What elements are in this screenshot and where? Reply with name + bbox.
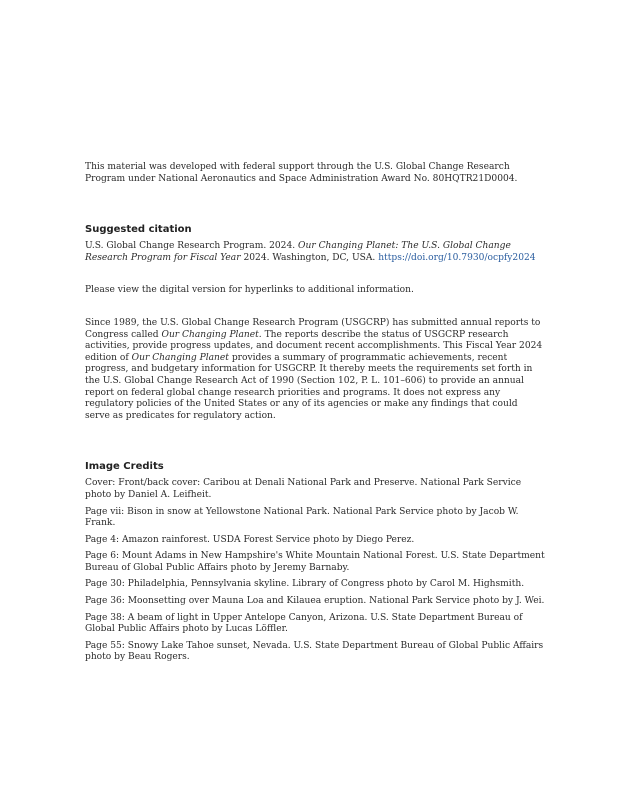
credit-item: Page vii: Bison in snow at Yellowstone National Park. National Park Service photo by Jacob W. Frank. <box>85 506 519 529</box>
citation-heading: Suggested citation <box>85 224 192 236</box>
citation-title: Our Changing Planet: The U.S. Global Change Research Program for Fiscal Year <box>85 241 511 263</box>
credit-item: Page 55: Snowy Lake Tahoe sunset, Nevada. U.S. State Department Bureau of Global Public Affairs photo by Beau Rogers. <box>85 640 544 663</box>
about-report-title-2: Our Changing Planet <box>131 352 229 363</box>
about-text-2: . The reports describe the status of USGCRP research activities, provide progress updates, and document recent accomplishments. This Fiscal Year 2024 edition of <box>85 329 543 363</box>
about-report-title-1: Our Changing Planet <box>161 329 259 340</box>
page-content <box>85 162 545 664</box>
credit-item: Page 36: Moonsetting over Mauna Loa and Kilauea eruption. National Park Service photo by J. Wei. <box>85 596 545 607</box>
credit-item: Page 38: A beam of light in Upper Antelope Canyon, Arizona. U.S. State Department Bureau of Global Public Affairs photo by Lucas Löffler. <box>85 612 523 635</box>
about-text-1: Since 1989, the U.S. Global Change Research Program (USGCRP) has submitted annual reports to Congress called <box>85 317 541 340</box>
digital-version-note: Please view the digital version for hyperlinks to additional information. <box>85 285 414 296</box>
about-paragraph <box>85 318 545 422</box>
credit-item: Page 4: Amazon rainforest. USDA Forest Service photo by Diego Perez. <box>85 534 415 545</box>
credit-item: Page 6: Mount Adams in New Hampshire's White Mountain National Forest. U.S. State Department Bureau of Global Public Affairs photo by Jeremy Barnaby. <box>85 551 545 573</box>
credit-item: Page 30: Philadelphia, Pennsylvania skyline. Library of Congress photo by Carol M. Highsmith. <box>85 579 525 590</box>
citation-author: U.S. Global Change Research Program. 2024. <box>85 241 299 252</box>
support-statement: This material was developed with federal support through the U.S. Global Change Research Program under National Aeronautics and Space Administration Award No. 80HQTR21D0004. <box>85 162 518 184</box>
about-text-3: provides a summary of programmatic achievements, recent progress, and budgetary information for USGCRP. It thereby meets the requirements set forth in the U.S. Global Change Research Act of 1990 (Section 102, P. L. 101–606) to provide an annual report on federal global change research priorities and programs. It does not express any regulatory policies of the United States or any of its agencies or make any findings that could serve as predicates for regulatory action. <box>85 352 533 421</box>
citation-place: 2024. Washington, DC, USA. <box>240 252 379 263</box>
citation-doi-link[interactable]: https://doi.org/10.7930/ocpfy2024 <box>378 252 536 263</box>
credit-item: Cover: Front/back cover: Caribou at Denali National Park and Preserve. National Park Service photo by Daniel A. Leifheit. <box>85 478 522 500</box>
citation-text <box>85 241 545 264</box>
image-credits-heading: Image Credits <box>85 461 164 473</box>
